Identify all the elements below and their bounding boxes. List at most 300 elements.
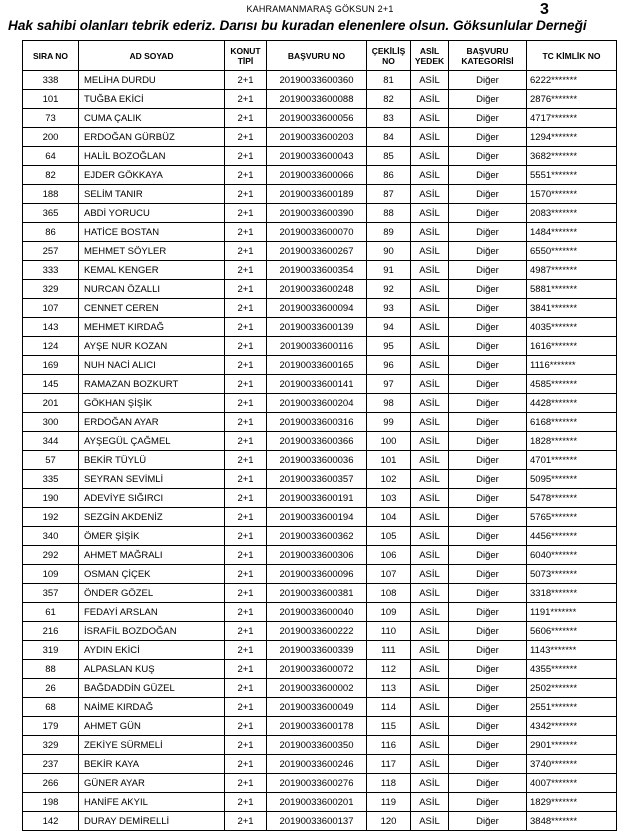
cell-asil-yedek: ASİL xyxy=(411,128,449,147)
table-row xyxy=(23,185,617,204)
cell-basvuru-no: 20190033600381 xyxy=(267,584,367,603)
cell-ad-soyad: HATİCE BOSTAN xyxy=(79,223,225,242)
cell-asil-yedek: ASİL xyxy=(411,432,449,451)
cell-sira-no: 73 xyxy=(23,109,79,128)
cell-cekilis-no: 98 xyxy=(367,394,411,413)
cell-basvuru-kategorisi: Diğer xyxy=(449,356,527,375)
cell-asil-yedek: ASİL xyxy=(411,793,449,812)
cell-cekilis-no: 95 xyxy=(367,337,411,356)
cell-cekilis-no: 84 xyxy=(367,128,411,147)
cell-asil-yedek: ASİL xyxy=(411,318,449,337)
cell-tc-kimlik-no: 5606******* xyxy=(527,622,617,641)
cell-tc-kimlik-no: 4342******* xyxy=(527,717,617,736)
cell-konut-tipi: 2+1 xyxy=(225,508,267,527)
cell-basvuru-no: 20190033600043 xyxy=(267,147,367,166)
table-row xyxy=(23,527,617,546)
table-row xyxy=(23,413,617,432)
cell-cekilis-no: 99 xyxy=(367,413,411,432)
cell-sira-no: 198 xyxy=(23,793,79,812)
cell-asil-yedek: ASİL xyxy=(411,660,449,679)
column-header-ad-soyad: AD SOYAD xyxy=(79,41,225,71)
cell-konut-tipi: 2+1 xyxy=(225,774,267,793)
cell-basvuru-kategorisi: Diğer xyxy=(449,185,527,204)
table-row xyxy=(23,128,617,147)
cell-cekilis-no: 83 xyxy=(367,109,411,128)
cell-ad-soyad: FEDAYİ ARSLAN xyxy=(79,603,225,622)
cell-basvuru-no: 20190033600390 xyxy=(267,204,367,223)
table-row xyxy=(23,489,617,508)
cell-sira-no: 169 xyxy=(23,356,79,375)
column-header-sira-no: SIRA NO xyxy=(23,41,79,71)
table-row xyxy=(23,204,617,223)
cell-basvuru-kategorisi: Diğer xyxy=(449,793,527,812)
cell-cekilis-no: 105 xyxy=(367,527,411,546)
cell-ad-soyad: CUMA ÇALIK xyxy=(79,109,225,128)
cell-basvuru-kategorisi: Diğer xyxy=(449,755,527,774)
cell-konut-tipi: 2+1 xyxy=(225,527,267,546)
cell-ad-soyad: DURAY DEMİRELLİ xyxy=(79,812,225,831)
cell-cekilis-no: 118 xyxy=(367,774,411,793)
cell-basvuru-no: 20190033600366 xyxy=(267,432,367,451)
table-header-row xyxy=(23,41,617,71)
cell-cekilis-no: 107 xyxy=(367,565,411,584)
cell-sira-no: 26 xyxy=(23,679,79,698)
cell-basvuru-no: 20190033600096 xyxy=(267,565,367,584)
cell-basvuru-kategorisi: Diğer xyxy=(449,470,527,489)
cell-konut-tipi: 2+1 xyxy=(225,755,267,774)
cell-ad-soyad: ÖMER ŞİŞİK xyxy=(79,527,225,546)
cell-basvuru-kategorisi: Diğer xyxy=(449,318,527,337)
cell-basvuru-no: 20190033600178 xyxy=(267,717,367,736)
cell-tc-kimlik-no: 4035******* xyxy=(527,318,617,337)
cell-basvuru-kategorisi: Diğer xyxy=(449,147,527,166)
cell-sira-no: 101 xyxy=(23,90,79,109)
cell-sira-no: 109 xyxy=(23,565,79,584)
cell-ad-soyad: EJDER GÖKKAYA xyxy=(79,166,225,185)
cell-sira-no: 329 xyxy=(23,280,79,299)
cell-cekilis-no: 109 xyxy=(367,603,411,622)
column-header-tc-kimlik-no: TC KİMLİK NO xyxy=(527,41,617,71)
cell-sira-no: 266 xyxy=(23,774,79,793)
cell-basvuru-kategorisi: Diğer xyxy=(449,565,527,584)
cell-basvuru-no: 20190033600189 xyxy=(267,185,367,204)
cell-cekilis-no: 85 xyxy=(367,147,411,166)
column-header-konut-tipi: KONUT TİPİ xyxy=(225,41,267,71)
cell-cekilis-no: 87 xyxy=(367,185,411,204)
cell-sira-no: 201 xyxy=(23,394,79,413)
table-row xyxy=(23,812,617,831)
cell-tc-kimlik-no: 6550******* xyxy=(527,242,617,261)
cell-basvuru-kategorisi: Diğer xyxy=(449,413,527,432)
cell-cekilis-no: 101 xyxy=(367,451,411,470)
cell-basvuru-kategorisi: Diğer xyxy=(449,299,527,318)
cell-konut-tipi: 2+1 xyxy=(225,432,267,451)
cell-sira-no: 319 xyxy=(23,641,79,660)
cell-konut-tipi: 2+1 xyxy=(225,622,267,641)
cell-ad-soyad: GÖKHAN ŞİŞİK xyxy=(79,394,225,413)
cell-ad-soyad: GÜNER AYAR xyxy=(79,774,225,793)
cell-sira-no: 365 xyxy=(23,204,79,223)
cell-konut-tipi: 2+1 xyxy=(225,128,267,147)
cell-sira-no: 61 xyxy=(23,603,79,622)
table-row xyxy=(23,261,617,280)
cell-sira-no: 344 xyxy=(23,432,79,451)
cell-tc-kimlik-no: 4428******* xyxy=(527,394,617,413)
cell-tc-kimlik-no: 4456******* xyxy=(527,527,617,546)
cell-asil-yedek: ASİL xyxy=(411,90,449,109)
cell-sira-no: 340 xyxy=(23,527,79,546)
cell-basvuru-no: 20190033600191 xyxy=(267,489,367,508)
cell-asil-yedek: ASİL xyxy=(411,527,449,546)
cell-asil-yedek: ASİL xyxy=(411,394,449,413)
cell-ad-soyad: AYŞEGÜL ÇAĞMEL xyxy=(79,432,225,451)
cell-basvuru-kategorisi: Diğer xyxy=(449,261,527,280)
cell-cekilis-no: 88 xyxy=(367,204,411,223)
cell-ad-soyad: HANİFE AKYIL xyxy=(79,793,225,812)
winners-table xyxy=(22,40,617,831)
table-row xyxy=(23,508,617,527)
cell-basvuru-no: 20190033600316 xyxy=(267,413,367,432)
cell-asil-yedek: ASİL xyxy=(411,698,449,717)
cell-basvuru-kategorisi: Diğer xyxy=(449,109,527,128)
cell-konut-tipi: 2+1 xyxy=(225,223,267,242)
cell-ad-soyad: AYŞE NUR KOZAN xyxy=(79,337,225,356)
cell-sira-no: 82 xyxy=(23,166,79,185)
cell-sira-no: 335 xyxy=(23,470,79,489)
cell-konut-tipi: 2+1 xyxy=(225,90,267,109)
cell-sira-no: 257 xyxy=(23,242,79,261)
cell-tc-kimlik-no: 4355******* xyxy=(527,660,617,679)
cell-ad-soyad: MEHMET SÖYLER xyxy=(79,242,225,261)
cell-tc-kimlik-no: 5765******* xyxy=(527,508,617,527)
cell-tc-kimlik-no: 1143******* xyxy=(527,641,617,660)
cell-tc-kimlik-no: 2083******* xyxy=(527,204,617,223)
cell-ad-soyad: SEYRAN SEVİMLİ xyxy=(79,470,225,489)
cell-tc-kimlik-no: 2551******* xyxy=(527,698,617,717)
cell-basvuru-kategorisi: Diğer xyxy=(449,242,527,261)
page-number: 3 xyxy=(540,1,549,18)
cell-ad-soyad: NUH NACİ ALICI xyxy=(79,356,225,375)
cell-basvuru-kategorisi: Diğer xyxy=(449,375,527,394)
table-row xyxy=(23,394,617,413)
cell-basvuru-no: 20190033600276 xyxy=(267,774,367,793)
cell-tc-kimlik-no: 1116******* xyxy=(527,356,617,375)
cell-cekilis-no: 93 xyxy=(367,299,411,318)
cell-sira-no: 300 xyxy=(23,413,79,432)
cell-tc-kimlik-no: 1484******* xyxy=(527,223,617,242)
table-row xyxy=(23,280,617,299)
cell-basvuru-no: 20190033600360 xyxy=(267,71,367,90)
cell-asil-yedek: ASİL xyxy=(411,147,449,166)
cell-cekilis-no: 104 xyxy=(367,508,411,527)
cell-basvuru-kategorisi: Diğer xyxy=(449,280,527,299)
cell-asil-yedek: ASİL xyxy=(411,717,449,736)
table-row xyxy=(23,641,617,660)
cell-ad-soyad: SEZGİN AKDENİZ xyxy=(79,508,225,527)
cell-tc-kimlik-no: 1191******* xyxy=(527,603,617,622)
cell-cekilis-no: 115 xyxy=(367,717,411,736)
cell-konut-tipi: 2+1 xyxy=(225,793,267,812)
cell-cekilis-no: 90 xyxy=(367,242,411,261)
cell-konut-tipi: 2+1 xyxy=(225,660,267,679)
cell-sira-no: 179 xyxy=(23,717,79,736)
cell-cekilis-no: 97 xyxy=(367,375,411,394)
cell-tc-kimlik-no: 5551******* xyxy=(527,166,617,185)
cell-asil-yedek: ASİL xyxy=(411,71,449,90)
cell-basvuru-no: 20190033600094 xyxy=(267,299,367,318)
cell-basvuru-no: 20190033600070 xyxy=(267,223,367,242)
cell-sira-no: 333 xyxy=(23,261,79,280)
cell-asil-yedek: ASİL xyxy=(411,356,449,375)
table-row xyxy=(23,470,617,489)
cell-cekilis-no: 102 xyxy=(367,470,411,489)
table-row xyxy=(23,603,617,622)
cell-asil-yedek: ASİL xyxy=(411,375,449,394)
cell-basvuru-no: 20190033600002 xyxy=(267,679,367,698)
cell-tc-kimlik-no: 6222******* xyxy=(527,71,617,90)
cell-tc-kimlik-no: 4701******* xyxy=(527,451,617,470)
cell-tc-kimlik-no: 3848******* xyxy=(527,812,617,831)
cell-basvuru-kategorisi: Diğer xyxy=(449,337,527,356)
cell-konut-tipi: 2+1 xyxy=(225,603,267,622)
cell-basvuru-kategorisi: Diğer xyxy=(449,166,527,185)
cell-asil-yedek: ASİL xyxy=(411,261,449,280)
cell-sira-no: 107 xyxy=(23,299,79,318)
table-row xyxy=(23,147,617,166)
cell-tc-kimlik-no: 4585******* xyxy=(527,375,617,394)
cell-basvuru-kategorisi: Diğer xyxy=(449,489,527,508)
cell-tc-kimlik-no: 5881******* xyxy=(527,280,617,299)
cell-ad-soyad: HALİL BOZOĞLAN xyxy=(79,147,225,166)
cell-basvuru-no: 20190033600246 xyxy=(267,755,367,774)
cell-cekilis-no: 89 xyxy=(367,223,411,242)
cell-sira-no: 192 xyxy=(23,508,79,527)
cell-ad-soyad: NAİME KIRDAĞ xyxy=(79,698,225,717)
table-row xyxy=(23,679,617,698)
table-row xyxy=(23,698,617,717)
cell-asil-yedek: ASİL xyxy=(411,242,449,261)
cell-asil-yedek: ASİL xyxy=(411,565,449,584)
cell-ad-soyad: ALPASLAN KUŞ xyxy=(79,660,225,679)
cell-cekilis-no: 106 xyxy=(367,546,411,565)
cell-konut-tipi: 2+1 xyxy=(225,584,267,603)
cell-asil-yedek: ASİL xyxy=(411,451,449,470)
cell-konut-tipi: 2+1 xyxy=(225,242,267,261)
cell-sira-no: 142 xyxy=(23,812,79,831)
cell-cekilis-no: 94 xyxy=(367,318,411,337)
table-row xyxy=(23,432,617,451)
cell-cekilis-no: 108 xyxy=(367,584,411,603)
column-header-asil-yedek: ASİL YEDEK xyxy=(411,41,449,71)
table-row xyxy=(23,71,617,90)
cell-cekilis-no: 119 xyxy=(367,793,411,812)
table-row xyxy=(23,337,617,356)
cell-tc-kimlik-no: 5073******* xyxy=(527,565,617,584)
cell-cekilis-no: 113 xyxy=(367,679,411,698)
cell-ad-soyad: ERDOĞAN GÜRBÜZ xyxy=(79,128,225,147)
cell-sira-no: 190 xyxy=(23,489,79,508)
cell-tc-kimlik-no: 5478******* xyxy=(527,489,617,508)
table-row xyxy=(23,774,617,793)
cell-konut-tipi: 2+1 xyxy=(225,337,267,356)
cell-ad-soyad: AHMET MAĞRALI xyxy=(79,546,225,565)
cell-basvuru-kategorisi: Diğer xyxy=(449,394,527,413)
cell-sira-no: 188 xyxy=(23,185,79,204)
cell-asil-yedek: ASİL xyxy=(411,508,449,527)
table-row xyxy=(23,660,617,679)
cell-basvuru-kategorisi: Diğer xyxy=(449,584,527,603)
cell-sira-no: 329 xyxy=(23,736,79,755)
table-row xyxy=(23,451,617,470)
cell-basvuru-kategorisi: Diğer xyxy=(449,774,527,793)
cell-asil-yedek: ASİL xyxy=(411,679,449,698)
cell-tc-kimlik-no: 2901******* xyxy=(527,736,617,755)
cell-asil-yedek: ASİL xyxy=(411,185,449,204)
cell-cekilis-no: 100 xyxy=(367,432,411,451)
cell-basvuru-no: 20190033600066 xyxy=(267,166,367,185)
table-row xyxy=(23,242,617,261)
cell-konut-tipi: 2+1 xyxy=(225,451,267,470)
cell-tc-kimlik-no: 1570******* xyxy=(527,185,617,204)
cell-cekilis-no: 116 xyxy=(367,736,411,755)
cell-cekilis-no: 111 xyxy=(367,641,411,660)
cell-konut-tipi: 2+1 xyxy=(225,299,267,318)
cell-konut-tipi: 2+1 xyxy=(225,546,267,565)
cell-ad-soyad: KEMAL KENGER xyxy=(79,261,225,280)
cell-basvuru-kategorisi: Diğer xyxy=(449,223,527,242)
table-row xyxy=(23,755,617,774)
cell-asil-yedek: ASİL xyxy=(411,812,449,831)
cell-basvuru-no: 20190033600141 xyxy=(267,375,367,394)
cell-tc-kimlik-no: 1829******* xyxy=(527,793,617,812)
cell-konut-tipi: 2+1 xyxy=(225,204,267,223)
cell-tc-kimlik-no: 3841******* xyxy=(527,299,617,318)
cell-asil-yedek: ASİL xyxy=(411,774,449,793)
cell-basvuru-no: 20190033600267 xyxy=(267,242,367,261)
cell-sira-no: 88 xyxy=(23,660,79,679)
cell-basvuru-no: 20190033600137 xyxy=(267,812,367,831)
cell-tc-kimlik-no: 3740******* xyxy=(527,755,617,774)
cell-ad-soyad: ZEKİYE SÜRMELİ xyxy=(79,736,225,755)
cell-ad-soyad: ÖNDER GÖZEL xyxy=(79,584,225,603)
cell-sira-no: 200 xyxy=(23,128,79,147)
cell-konut-tipi: 2+1 xyxy=(225,394,267,413)
cell-konut-tipi: 2+1 xyxy=(225,641,267,660)
cell-basvuru-no: 20190033600088 xyxy=(267,90,367,109)
cell-ad-soyad: BEKİR TÜYLÜ xyxy=(79,451,225,470)
cell-basvuru-no: 20190033600357 xyxy=(267,470,367,489)
cell-asil-yedek: ASİL xyxy=(411,204,449,223)
cell-asil-yedek: ASİL xyxy=(411,413,449,432)
cell-sira-no: 57 xyxy=(23,451,79,470)
cell-basvuru-no: 20190033600056 xyxy=(267,109,367,128)
table-row xyxy=(23,375,617,394)
cell-ad-soyad: MEHMET KIRDAĞ xyxy=(79,318,225,337)
cell-basvuru-kategorisi: Diğer xyxy=(449,546,527,565)
cell-tc-kimlik-no: 3318******* xyxy=(527,584,617,603)
cell-tc-kimlik-no: 3682******* xyxy=(527,147,617,166)
cell-konut-tipi: 2+1 xyxy=(225,71,267,90)
cell-basvuru-kategorisi: Diğer xyxy=(449,508,527,527)
cell-konut-tipi: 2+1 xyxy=(225,413,267,432)
table-row xyxy=(23,356,617,375)
cell-konut-tipi: 2+1 xyxy=(225,185,267,204)
cell-tc-kimlik-no: 2876******* xyxy=(527,90,617,109)
cell-konut-tipi: 2+1 xyxy=(225,166,267,185)
cell-cekilis-no: 96 xyxy=(367,356,411,375)
cell-asil-yedek: ASİL xyxy=(411,280,449,299)
cell-sira-no: 145 xyxy=(23,375,79,394)
cell-sira-no: 86 xyxy=(23,223,79,242)
cell-ad-soyad: AHMET GÜN xyxy=(79,717,225,736)
cell-sira-no: 292 xyxy=(23,546,79,565)
cell-basvuru-no: 20190033600339 xyxy=(267,641,367,660)
cell-cekilis-no: 92 xyxy=(367,280,411,299)
cell-cekilis-no: 86 xyxy=(367,166,411,185)
column-header-cekilis-no: ÇEKİLİŞ NO xyxy=(367,41,411,71)
cell-konut-tipi: 2+1 xyxy=(225,565,267,584)
cell-basvuru-no: 20190033600203 xyxy=(267,128,367,147)
cell-basvuru-no: 20190033600201 xyxy=(267,793,367,812)
cell-konut-tipi: 2+1 xyxy=(225,318,267,337)
cell-cekilis-no: 120 xyxy=(367,812,411,831)
cell-tc-kimlik-no: 1616******* xyxy=(527,337,617,356)
cell-basvuru-no: 20190033600040 xyxy=(267,603,367,622)
cell-tc-kimlik-no: 1828******* xyxy=(527,432,617,451)
cell-sira-no: 68 xyxy=(23,698,79,717)
cell-sira-no: 124 xyxy=(23,337,79,356)
table-row xyxy=(23,736,617,755)
cell-tc-kimlik-no: 4007******* xyxy=(527,774,617,793)
cell-ad-soyad: MELİHA DURDU xyxy=(79,71,225,90)
cell-basvuru-kategorisi: Diğer xyxy=(449,622,527,641)
cell-basvuru-no: 20190033600165 xyxy=(267,356,367,375)
cell-konut-tipi: 2+1 xyxy=(225,280,267,299)
table-row xyxy=(23,793,617,812)
cell-asil-yedek: ASİL xyxy=(411,337,449,356)
column-header-basvuru-kategorisi: BAŞVURU KATEGORİSİ xyxy=(449,41,527,71)
cell-basvuru-no: 20190033600116 xyxy=(267,337,367,356)
cell-konut-tipi: 2+1 xyxy=(225,109,267,128)
document-top-title: KAHRAMANMARAŞ GÖKSUN 2+1 xyxy=(246,4,394,14)
table-row xyxy=(23,717,617,736)
cell-konut-tipi: 2+1 xyxy=(225,489,267,508)
cell-basvuru-kategorisi: Diğer xyxy=(449,71,527,90)
cell-tc-kimlik-no: 2502******* xyxy=(527,679,617,698)
cell-basvuru-kategorisi: Diğer xyxy=(449,660,527,679)
cell-basvuru-no: 20190033600139 xyxy=(267,318,367,337)
cell-ad-soyad: ADEVİYE SIĞIRCI xyxy=(79,489,225,508)
cell-tc-kimlik-no: 6040******* xyxy=(527,546,617,565)
cell-basvuru-no: 20190033600354 xyxy=(267,261,367,280)
cell-asil-yedek: ASİL xyxy=(411,546,449,565)
cell-basvuru-kategorisi: Diğer xyxy=(449,527,527,546)
cell-basvuru-kategorisi: Diğer xyxy=(449,432,527,451)
cell-basvuru-kategorisi: Diğer xyxy=(449,698,527,717)
cell-konut-tipi: 2+1 xyxy=(225,679,267,698)
cell-cekilis-no: 110 xyxy=(367,622,411,641)
cell-ad-soyad: CENNET CEREN xyxy=(79,299,225,318)
cell-konut-tipi: 2+1 xyxy=(225,261,267,280)
cell-konut-tipi: 2+1 xyxy=(225,147,267,166)
cell-konut-tipi: 2+1 xyxy=(225,356,267,375)
cell-sira-no: 216 xyxy=(23,622,79,641)
cell-asil-yedek: ASİL xyxy=(411,736,449,755)
cell-cekilis-no: 82 xyxy=(367,90,411,109)
cell-basvuru-kategorisi: Diğer xyxy=(449,603,527,622)
cell-tc-kimlik-no: 5095******* xyxy=(527,470,617,489)
cell-asil-yedek: ASİL xyxy=(411,299,449,318)
